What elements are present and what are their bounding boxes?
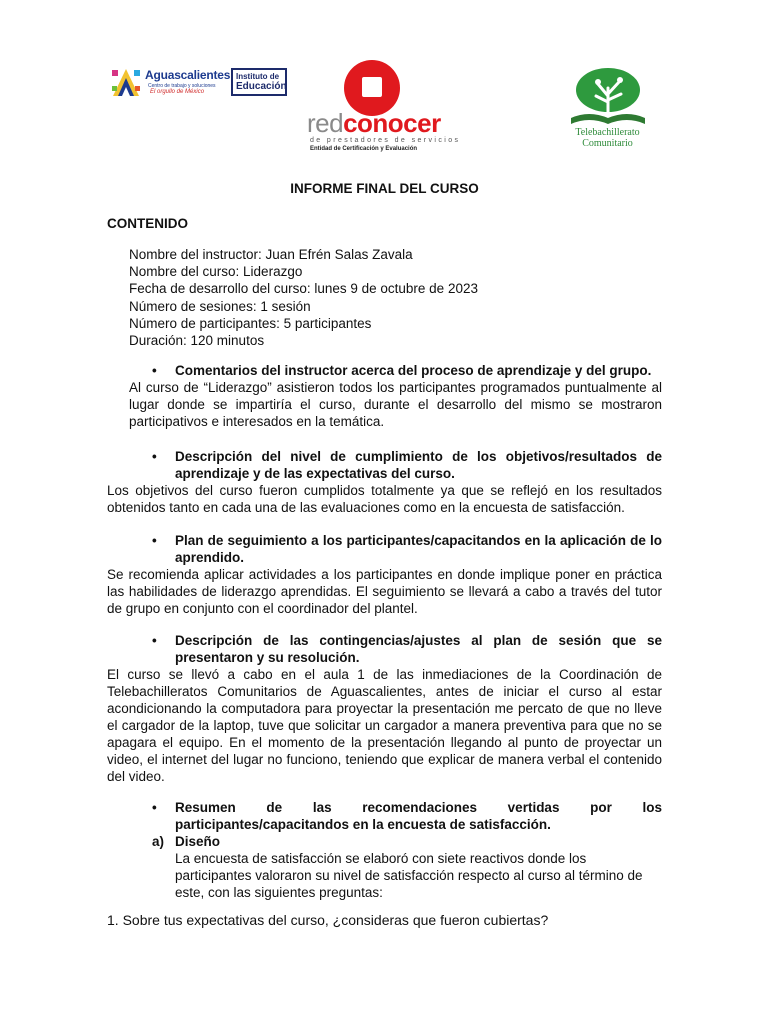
section-heading [107,632,662,666]
red-conocer-entity: Entidad de Certificación y Evaluación [310,146,418,152]
instituto-educacion-logo [231,68,287,96]
duration-line: Duración: 120 minutos [129,333,265,349]
section-resumen [107,799,662,901]
section-heading [107,448,662,482]
sessions-line: Número de sesiones: 1 sesión [129,298,311,314]
course-date-line: Fecha de desarrollo del curso: lunes 9 de octubre de 2023 [129,281,478,297]
section-heading [107,799,662,833]
instructor-line: Nombre del instructor: Juan Efrén Salas Zavala [129,247,413,262]
aguascalientes-motto: El orgullo de México [150,89,205,95]
subsection-heading-text: Diseño [175,834,221,849]
telebachillerato-logo [555,66,660,152]
header-logos [0,0,768,170]
bullet-icon: • [152,533,157,548]
aguascalientes-emblem-icon [110,66,142,100]
wordmark-conocer: conocer [343,108,441,138]
aguascalientes-logo [110,66,295,102]
section-heading-text: Comentarios del instructor acerca del proceso de aprendizaje y del grupo. [175,363,652,378]
section-heading-text: Descripción del nivel de cumplimiento de los objetivos/resultados de aprendizaje y de las expectativas del curso. [175,449,662,481]
institute-line-1: Instituto de [236,72,280,81]
aguascalientes-subtitle: Centro de trabajo y soluciones [148,83,216,89]
section-cumplimiento [107,448,662,516]
section-body: Se recomienda aplicar actividades a los participantes en donde implique poner en práctica las habilidades de liderazgo aprendidas. El seguimiento se llevará a cabo a través del tutor de grupo en conjunto con el coordinador del plantel. [107,567,662,616]
bullet-icon: • [152,363,157,378]
course-name-line: Nombre del curso: Liderazgo [129,264,303,280]
document-title: INFORME FINAL DEL CURSO [290,181,479,196]
course-info [129,246,478,349]
section-body: Los objetivos del curso fueron cumplidos totalmente ya que se reflejó en los resultados obtenidos tanto en cada una de las evaluaciones como en la encuesta de satisfacción. [107,483,662,515]
wordmark-red: red [307,108,344,138]
subsection-heading [107,833,662,850]
red-conocer-logo [300,60,465,155]
section-heading [107,362,662,379]
section-body: Al curso de “Liderazgo” asistieron todos los participantes programados puntualmente al lugar donde se impartiría el curso, durante el desarrollo del mismo se mostraron participativos e interesados en la temática. [129,380,662,429]
red-conocer-wordmark [307,108,441,138]
telebachillerato-line-1: Telebachillerato [575,127,640,138]
institute-line-2: Educación [236,81,287,92]
telebachillerato-line-2: Comunitario [582,138,633,149]
bullet-icon: • [152,449,157,464]
section-body: El curso se llevó a cabo en el aula 1 de las inmediaciones de la Coordinación de Telebachilleratos Comunitarios de Aguascalientes, antes de iniciar el curso al estar acondicionando la computadora para proyectar la presentación me percato de que no lleve el cargador de la laptop, tuve que solicitar un cargador a manera preventiva para que no se apagara el equipo. En el momento de la presentación llegando al punto de proyectar un video, el internet del lugar no funciono, teniendo que explicar de manera verbal el contenido del video. [107,667,662,784]
aguascalientes-name: Aguascalientes [145,68,231,82]
section-seguimiento [107,532,662,617]
section-heading [107,532,662,566]
bullet-icon: • [152,800,157,815]
section-comentarios [107,362,662,430]
contenido-heading: CONTENIDO [107,216,188,231]
tree-book-icon [563,66,653,126]
subsection-label: a) [152,834,165,849]
red-conocer-tagline: de prestadores de servicios [310,137,461,144]
section-heading-text: Descripción de las contingencias/ajustes al plan de sesión que se presentaron y su resolución. [175,633,662,665]
subsection-body: La encuesta de satisfacción se elaboró con siete reactivos donde los participantes valoraron su nivel de satisfacción respecto al curso al término de este, con las siguientes preguntas: [175,851,643,900]
survey-question-1: 1. Sobre tus expectativas del curso, ¿consideras que fueron cubiertas? [107,912,549,928]
section-heading-text: Plan de seguimiento a los participantes/capacitandos en la aplicación de lo aprendido. [175,533,662,565]
section-contingencias [107,632,662,785]
bullet-icon: • [152,633,157,648]
section-heading-text: Resumen de las recomendaciones vertidas por los participantes/capacitandos en la encuesta de satisfacción. [175,800,662,832]
participants-line: Número de participantes: 5 participantes [129,315,372,331]
